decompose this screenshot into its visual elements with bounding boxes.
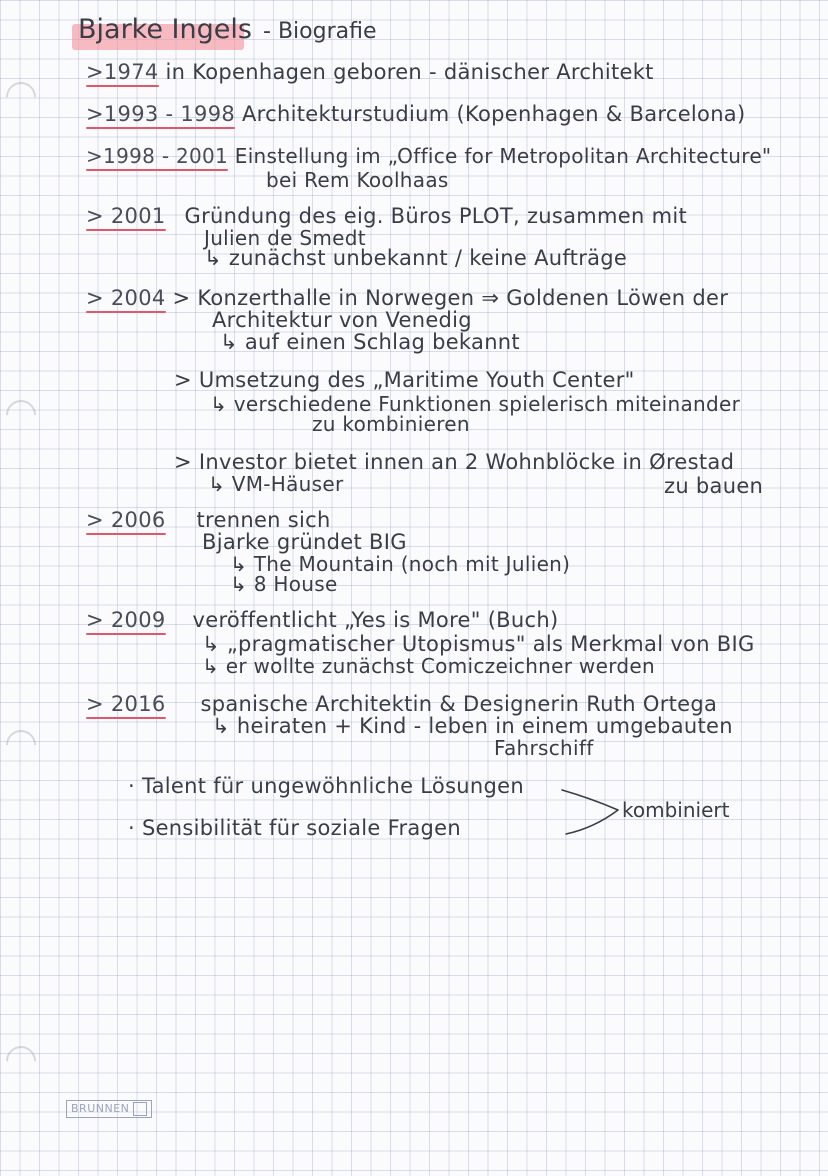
entry-2016	[86, 692, 717, 716]
heading	[78, 14, 377, 45]
year-label: > 2006	[86, 508, 166, 532]
entry-text: > Konzerthalle in Norwegen ⇒ Goldenen Löwen der	[172, 286, 729, 310]
page-subtitle: - Biografie	[263, 19, 377, 44]
entry-text: trennen sich	[196, 508, 331, 532]
entry-text: Einstellung im „Office for Metropolitan Architecture"	[234, 144, 772, 168]
entry-2001	[86, 204, 687, 228]
entry-2006	[86, 508, 331, 532]
page-title: Bjarke Ingels	[78, 14, 252, 45]
entry-sub: ↳ 8 House	[230, 572, 338, 596]
brand-name: BRUNNEN	[71, 1102, 130, 1115]
punch-hole	[0, 76, 42, 118]
entry-sub: ↳ VM-Häuser	[208, 472, 344, 496]
year-label: >1998 - 2001	[86, 144, 229, 168]
summary-combined: kombiniert	[622, 798, 730, 822]
combine-brace-icon	[560, 782, 624, 842]
entry-text-cont: zu bauen	[664, 474, 764, 498]
entry-text: veröffentlicht „Yes is More" (Buch)	[192, 608, 559, 632]
entry-text-cont: bei Rem Koolhaas	[266, 168, 449, 192]
entry-sub: ↳ verschiedene Funktionen spielerisch miteinander	[210, 392, 741, 416]
entry-sub: ↳ auf einen Schlag bekannt	[220, 330, 520, 354]
entry-2004	[86, 286, 728, 310]
entry-text-cont: zu kombinieren	[312, 412, 470, 436]
punch-hole	[0, 394, 42, 436]
entry-2009	[86, 608, 558, 632]
year-label: > 2009	[86, 608, 166, 632]
entry-sub: ↳ The Mountain (noch mit Julien)	[230, 552, 571, 576]
year-label: > 2001	[86, 204, 166, 228]
brand-mark-icon	[133, 1102, 147, 1116]
year-label: > 2004	[86, 286, 166, 310]
brand-logo	[66, 1100, 152, 1118]
entry-1993	[86, 102, 745, 126]
punch-hole	[0, 1040, 42, 1082]
entry-text-cont: Fahrschiff	[494, 736, 594, 760]
year-label: >1974	[86, 60, 159, 84]
entry-1974	[86, 60, 654, 84]
entry-2004-extra: > Umsetzung des „Maritime Youth Center"	[174, 368, 635, 392]
entry-sub: ↳ heiraten + Kind - leben in einem umgebauten	[212, 714, 733, 738]
entry-text-cont: Architektur von Venedig	[212, 308, 472, 332]
entry-text-cont: Bjarke gründet BIG	[202, 530, 407, 554]
entry-text: in Kopenhagen geboren - dänischer Architekt	[165, 60, 654, 84]
entry-2004-extra: > Investor bietet innen an 2 Wohnblöcke in Ørestad	[174, 450, 735, 474]
year-label: >1993 - 1998	[86, 102, 236, 126]
entry-text-cont: Julien de Smedt	[204, 226, 366, 250]
entry-sub: ↳ er wollte zunächst Comiczeichner werden	[202, 654, 655, 678]
entry-1998	[86, 144, 771, 168]
entry-text: spanische Architektin & Designerin Ruth Ortega	[200, 692, 718, 716]
entry-text: Gründung des eig. Büros PLOT, zusammen mit	[184, 204, 688, 228]
summary-item-talent: · Talent für ungewöhnliche Lösungen	[128, 774, 524, 798]
summary-item-sensibility: · Sensibilität für soziale Fragen	[128, 816, 462, 840]
entry-sub: ↳ zunächst unbekannt / keine Aufträge	[204, 246, 628, 270]
punch-hole	[0, 724, 42, 766]
entry-text: Architekturstudium (Kopenhagen & Barcelona)	[242, 102, 746, 126]
entry-sub: ↳ „pragmatischer Utopismus" als Merkmal von BIG	[202, 632, 755, 656]
year-label: > 2016	[86, 692, 166, 716]
